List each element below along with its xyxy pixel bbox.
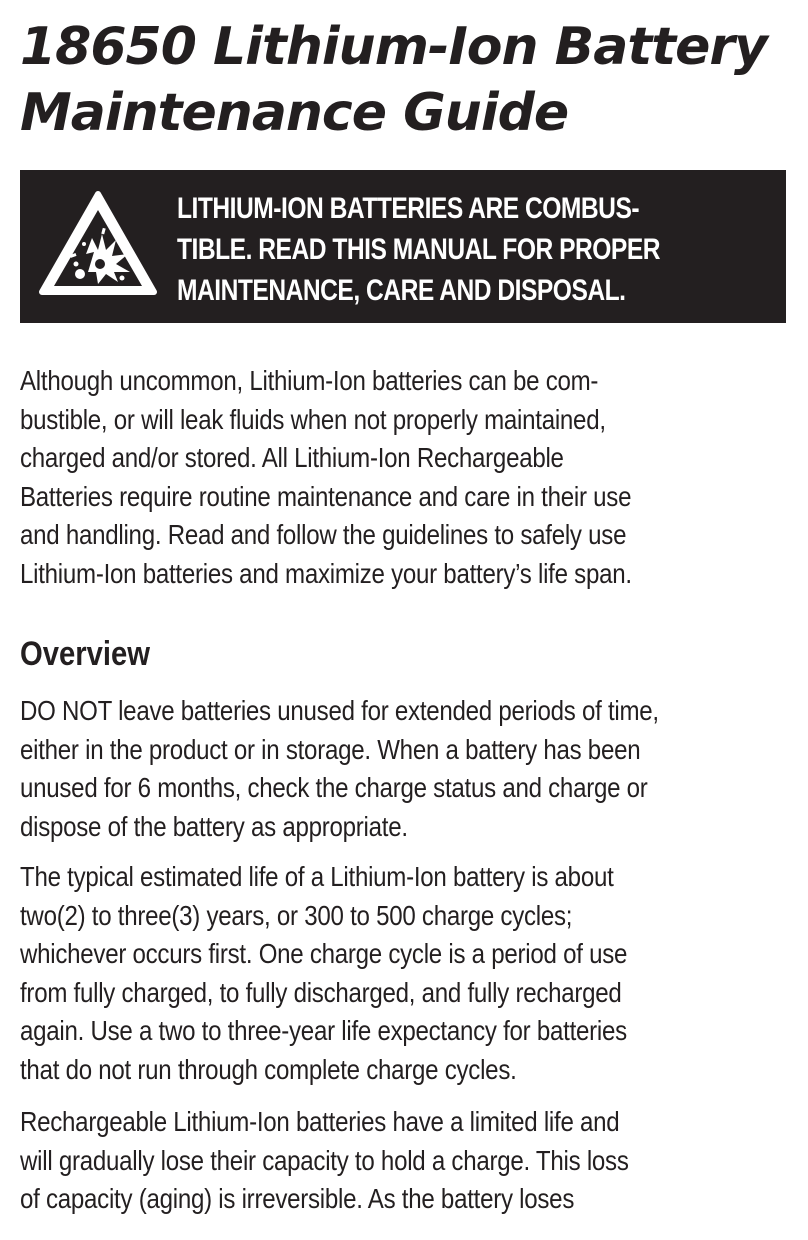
title-line: 18650 Lithium-Ion Battery — [20, 17, 767, 77]
overview-line: whichever occurs first. One charge cycle is a period of use — [20, 938, 628, 970]
overview-line: from fully charged, to fully discharged, and fully recharged — [20, 976, 622, 1008]
overview-line: two(2) to three(3) years, or 300 to 500 charge cycles; — [20, 899, 573, 931]
overview-line: will gradually lose their capacity to hold a charge. This loss — [20, 1144, 629, 1176]
warning-text — [177, 188, 777, 311]
intro-line: charged and/or stored. All Lithium-Ion Rechargeable — [20, 442, 564, 474]
overview-line: of capacity (aging) is irreversible. As the battery loses — [20, 1183, 575, 1215]
overview-line: that do not run through complete charge cycles. — [20, 1053, 517, 1085]
intro-line: and handling. Read and follow the guidelines to safely use — [20, 519, 627, 551]
overview-paragraph-2 — [20, 858, 794, 1090]
intro-paragraph — [20, 362, 794, 594]
intro-line: Although uncommon, Lithium-Ion batteries can be com- — [20, 365, 599, 396]
intro-line: Batteries require routine maintenance and care in their use — [20, 480, 632, 512]
warning-line: LITHIUM-ION BATTERIES ARE COMBUS- — [177, 192, 640, 225]
overview-line: unused for 6 months, check the charge status and charge or — [20, 772, 648, 804]
title-line: Maintenance Guide — [20, 83, 569, 143]
intro-line: bustible, or will leak fluids when not properly maintained, — [20, 403, 606, 435]
overview-line: Rechargeable Lithium-Ion batteries have a limited life and — [20, 1106, 620, 1137]
overview-line: dispose of the battery as appropriate. — [20, 810, 408, 842]
overview-line: either in the product or in storage. When a battery has been — [20, 733, 641, 765]
warning-line: TIBLE. READ THIS MANUAL FOR PROPER — [177, 233, 661, 266]
overview-heading: Overview — [20, 635, 151, 673]
document-title — [20, 14, 800, 146]
overview-line: DO NOT leave batteries unused for extended periods of time, — [20, 695, 659, 726]
overview-line: The typical estimated life of a Lithium-Ion battery is about — [20, 861, 614, 892]
overview-paragraph-3 — [20, 1103, 794, 1219]
warning-line: MAINTENANCE, CARE AND DISPOSAL. — [177, 274, 626, 307]
explosive-hazard-icon — [36, 188, 160, 300]
overview-line: again. Use a two to three-year life expectancy for batteries — [20, 1015, 627, 1047]
overview-paragraph-1 — [20, 692, 794, 846]
intro-line: Lithium-Ion batteries and maximize your battery’s life span. — [20, 557, 632, 589]
warning-banner — [20, 170, 786, 323]
